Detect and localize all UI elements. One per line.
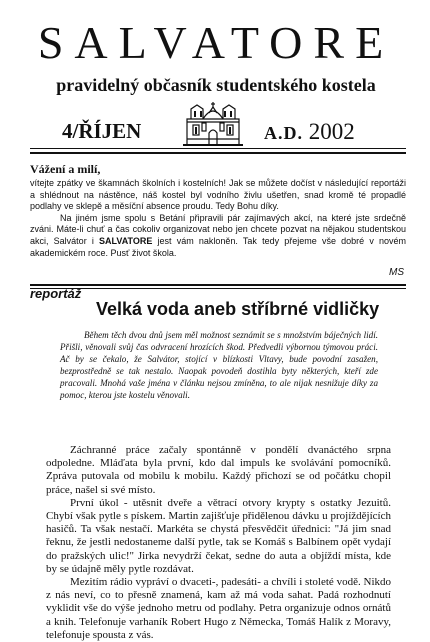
editorial-paragraph-2-end: jest vám nakloněn. Tak tedy přejeme vše dobré v novém akademickém roce. Pusť život škola. (30, 235, 406, 258)
issue-year (264, 120, 355, 143)
church-facade-icon (181, 99, 245, 147)
masthead-rule-top (30, 148, 406, 149)
article-lead: Během těch dvou dnů jsem měl možnost seznámit se s množstvím báječných lidí. Přišli, věnovali svůj čas odvracení hrozících škod. Předvedli výbornou týmovou práci. Ač by se čekalo, že Salvátor, stojící v blízkosti Vltavy, bude povodní zasažen, bezprostředně se tak nestalo. Naopak povodeň dostihla byty některých, kteří zde pracovali. Mnohá vaše jména v článku nejsou zmíněna, to ale nijak nesnižuje díky za pomoc, kterou jste kostelu věnovali. (60, 330, 378, 401)
article-headline: Velká voda aneb stříbrné vidličky (96, 299, 380, 319)
editorial-paragraph-1: vítejte zpátky ve škamnách školních i kostelních! Jak se můžete dočíst v následující reportáži a shlédnout na nástěnce, náš kostel byl vodního živlu ušetřen, snad kromě té propadlé podlahy ve sklepě a měsíční absence proudu. Tedy Bohu díky. (30, 178, 406, 212)
article-paragraph-3: Mezitím rádio vypráví o dvaceti-, padesáti- a chvíli i stoleté vodě. Nikdo z nás neví, co to přesně znamená, kam až má voda sahat. Padá rozhodnutí vyklidit vše do výše jednoho metru od podlahy. Petra organizuje odnos ornátů a knih. Telefonuje varhaník Robert Hugo z Německa, Tomáš Halík z Moravy, telefonuje spousta z vás. (46, 576, 391, 641)
editorial-signature: MS (389, 267, 404, 278)
editorial-greeting: Vážení a milí, (30, 162, 101, 176)
article-paragraph-2: První úkol - utěsnit dveře a větrací otvory krypty s ostatky Jezuitů. Chybí však pytle s pískem. Martin zajišťuje přidělenou dávku u projíždějících hasičů. Ta však nestačí. Markéta se chystá přesvědčit úřednici: "Já jim snad řeknu, že jestli nedostaneme další pytle, tak se Komáš s Balbínem opět vydají do pražských ulic!" Jirka nevydrží čekat, sedne do auta a objíždí místa, kde by se údajně měly pytle rozdávat. (46, 496, 391, 575)
section-rule-thick (30, 284, 406, 286)
newsletter-title: SALVATORE (37, 17, 395, 68)
editorial (30, 162, 406, 259)
newsletter-subtitle: pravidelný občasník studentského kostela (56, 75, 376, 95)
section-rule-thin (30, 288, 406, 289)
editorial-paragraph-2-text: Na jiném jsme spolu s Betání připravili pár zajímavých akcí, na které jste srdečně zváni. Máte-li chuť a čas cokoliv organizovat nebo jen chcete pozvat na nějakou studentskou akci, Salvátor i (30, 212, 406, 246)
article-body (46, 444, 391, 642)
year-value: 2002 (308, 119, 355, 144)
era-label: A.D. (264, 123, 303, 143)
section-label: reportáž (30, 286, 82, 301)
editorial-newsletter-name: SALVATORE (99, 235, 153, 246)
editorial-paragraph-2 (30, 213, 406, 259)
masthead-rule-bottom (30, 152, 406, 154)
article-paragraph-1: Záchranné práce začaly spontánně v pondělí dvanáctého srpna odpoledne. Mláďata byla první, kdo dal impuls ke svolávání pomocníků. Zpráva putovala od mobilu k mobilu. Každý přichozí se od počátku chopil práce, našel si své místo. (46, 444, 391, 496)
issue-label: 4/ŘÍJEN (62, 119, 142, 143)
